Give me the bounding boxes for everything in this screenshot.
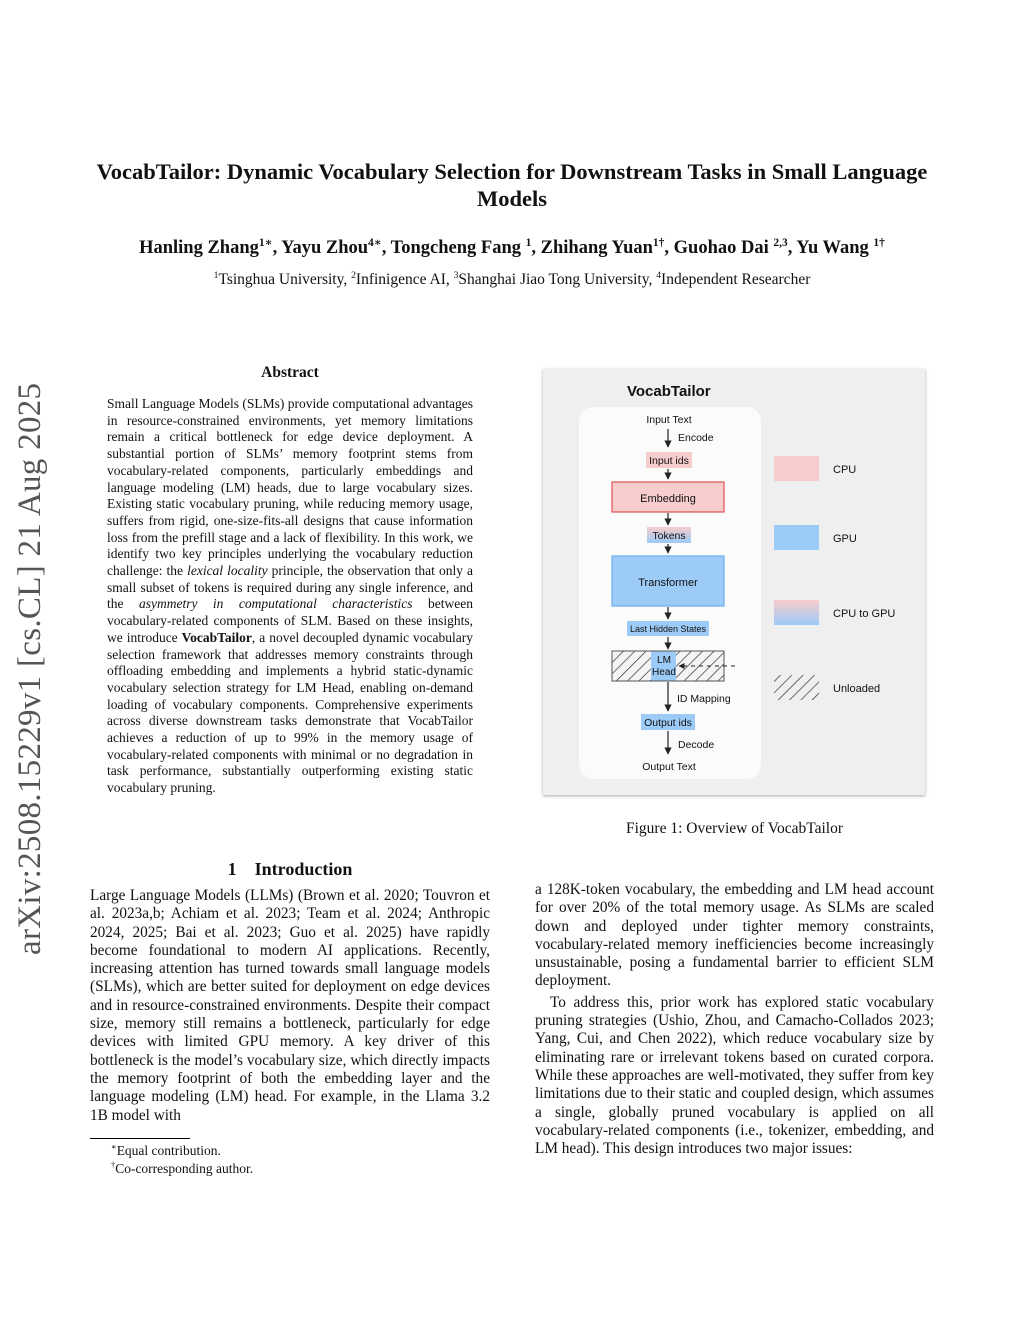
author: Zhihang Yuan	[540, 238, 653, 258]
arxiv-stamp: arXiv:2508.15229v1 [cs.CL] 21 Aug 2025	[12, 382, 48, 955]
svg-text:Tokens: Tokens	[652, 530, 686, 542]
label-encode: Encode	[678, 432, 714, 444]
legend-unloaded-swatch	[774, 675, 819, 700]
label-decode: Decode	[678, 739, 715, 751]
section-heading: 1 Introduction	[227, 859, 353, 879]
svg-text:Head: Head	[652, 667, 676, 678]
affiliation: Tsinghua University	[218, 271, 344, 288]
svg-text:Embedding: Embedding	[640, 493, 696, 505]
affiliation: Infinigence AI	[355, 271, 446, 288]
legend-gpu-swatch	[774, 525, 819, 550]
affiliation: Shanghai Jiao Tong University	[458, 271, 649, 288]
legend-gpu-label: GPU	[833, 533, 857, 545]
figure-title: VocabTailor	[627, 383, 711, 400]
affiliation-list: $^1$Tsinghua University, $^2$Infinigence AI, $^3$Shanghai Jiao Tong University, $^4$Independent Researcher	[213, 269, 811, 288]
label-input-text: Input Text	[646, 414, 692, 426]
svg-text:Output ids: Output ids	[644, 717, 692, 729]
label-output-text: Output Text	[642, 761, 696, 773]
intro-paragraph-left: Large Language Models (LLMs) (Brown et al. 2020; Touvron et al. 2023a,b; Achiam et al. 2023; Team et al. 2024; Anthropic 2024, 2025; Bai et al. 2023; Guo et al. 2025) have rapidly become foundational to modern AI applications. Recently, increasing attention has turned towards small language models (SLMs), which are better suited for deployment on edge devices and in resource-constrained environments. Despite their compact size, memory still remains a bottleneck, particularly for edge devices with limited GPU memory. A key driver of this bottleneck is the model’s vocabulary size, which directly impacts the memory footprint of both the embedding layer and the language modeling (LM) head. For example, in the Llama 3.2 1B model with	[90, 887, 490, 1124]
author: Tongcheng Fang	[390, 238, 522, 258]
author-list: Hanling Zhang$^{1∗}$, Yayu Zhou$^{4∗}$, Tongcheng Fang $^1$, Zhihang Yuan$^{1\dagger}$, Guohao Dai $^{2,3}$, Yu Wang $^{1\dagger}$	[139, 236, 885, 258]
intro-paragraph: a 128K-token vocabulary, the embedding and LM head account for over 20% of the total memory usage. As SLMs are scaled down and deployed under tighter memory constraints, vocabulary-related memory inefficiencies become increasingly unsustainable, posing a fundamental barrier to efficient SLM deployment.	[535, 881, 934, 990]
abstract-heading: Abstract	[261, 364, 319, 381]
affiliation: Independent Researcher	[661, 271, 811, 288]
author: Yu Wang	[796, 238, 869, 258]
svg-text:LM: LM	[657, 655, 671, 666]
legend-cpu-to-gpu-swatch	[774, 600, 819, 625]
legend-unloaded-label: Unloaded	[833, 683, 881, 695]
intro-column-right	[535, 881, 934, 1158]
svg-text:Last Hidden States: Last Hidden States	[629, 624, 707, 634]
figure-vocabtailor-overview	[543, 369, 925, 795]
footnote: ∗Equal contribution.	[111, 1142, 221, 1158]
svg-text:Transformer: Transformer	[638, 577, 698, 589]
svg-text:Input ids: Input ids	[649, 455, 689, 467]
paper-title: VocabTailor: Dynamic Vocabulary Selection for Downstream Tasks in Small Language Models	[96, 159, 928, 211]
author: Hanling Zhang	[139, 238, 259, 258]
abstract-text: Small Language Models (SLMs) provide computational advantages in resource-constrained environments, yet memory limitations remain a critical bottleneck for edge device deployment. A substantial portion of SLMs’ memory footprint stems from vocabulary-related components, particularly embeddings and language modeling (LM) heads, due to large vocabulary sizes. Existing static vocabulary pruning, while reducing memory usage, suffers from rigid, one-size-fits-all designs that cause information loss from the prefill stage and a lack of flexibility. In this work, we identify two key principles underlying the vocabulary reduction challenge: the lexical locality principle, the observation that only a small subset of tokens is required during any single inference, and the asymmetry in computational characteristics between vocabulary-related components of SLM. Based on these insights, we introduce VocabTailor, a novel decoupled dynamic vocabulary selection framework that addresses memory constraints through offloading embedding and implements a hybrid static-dynamic vocabulary selection strategy for LM Head, enabling on-demand loading of vocabulary components. Comprehensive experiments across diverse downstream tasks demonstrate that VocabTailor achieves a reduction of up to 99% in the memory usage of vocabulary-related components with minimal or no degradation in task performance, substantially outperforming existing static vocabulary pruning.	[107, 396, 474, 796]
author: Guohao Dai	[673, 238, 769, 258]
intro-paragraph: To address this, prior work has explored static vocabulary pruning strategies (Ushio, Zhou, and Camacho-Collados 2023; Yang, Cui, and Chen 2022), which reduce vocabulary size by eliminating rare or irrelevant tokens based on curated corpora. While these approaches are well-motivated, they suffer from key limitations due to their static and coupled design, which assumes a single, globally pruned vocabulary is applied on all vocabulary-related components (i.e., tokenizer, embedding, and LM head). This design introduces two major issues:	[535, 993, 934, 1158]
author: Yayu Zhou	[281, 238, 369, 258]
legend-cpu-to-gpu-label: CPU to GPU	[833, 608, 896, 620]
legend-cpu-label: CPU	[833, 464, 857, 476]
footnote-rule	[90, 1138, 190, 1139]
footnote: †Co-corresponding author.	[111, 1160, 254, 1176]
figure-caption: Figure 1: Overview of VocabTailor	[625, 820, 843, 837]
legend-cpu-swatch	[774, 456, 819, 481]
label-id-mapping: ID Mapping	[677, 693, 731, 705]
